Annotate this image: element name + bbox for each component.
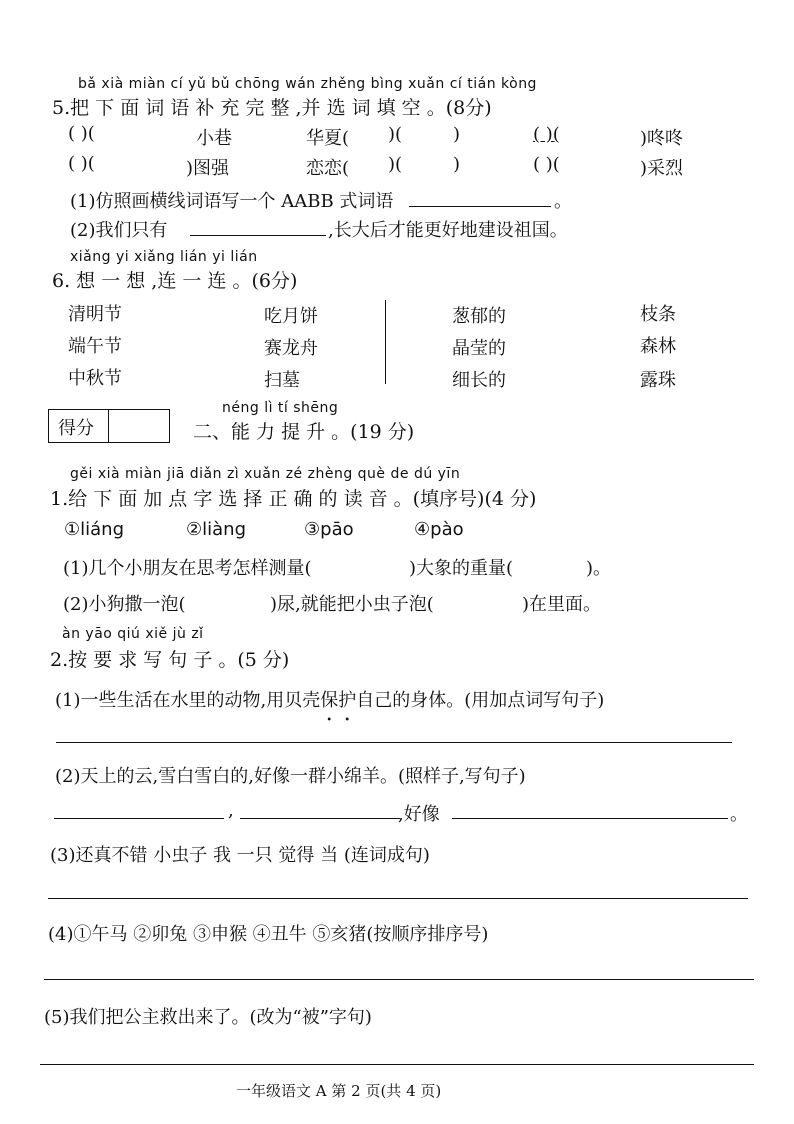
q5-r1-word2: 华夏(: [306, 128, 350, 149]
score-input[interactable]: [110, 411, 166, 439]
q1-s1-mid: )大象的重量(: [409, 558, 514, 579]
q2-s1: [55, 686, 604, 712]
q5-sub1: (1)仿照画横线词语写一个 AABB 式词语: [70, 191, 394, 212]
q1-opt-4: ④pào: [414, 519, 464, 540]
q5-r2-close: ): [453, 154, 461, 175]
q5-title: 5.把 下 面 词 语 补 充 完 整 ,并 选 词 填 空 。(8分): [52, 97, 492, 119]
q6-adj-2[interactable]: 晶莹的: [452, 338, 506, 359]
q5-r2-word3: )采烈: [640, 158, 684, 179]
score-label: 得分: [58, 418, 94, 439]
q2-s2-line-1[interactable]: [54, 818, 224, 819]
q1-opt-1: ①liáng: [64, 519, 125, 540]
q5-r1-blank3[interactable]: ( )(: [533, 124, 560, 145]
q5-r1-blank2[interactable]: )(: [388, 124, 403, 145]
q2-s2-mid: ,好像: [398, 804, 440, 825]
q5-sub2-start: (2)我们只有: [70, 220, 168, 241]
q6-noun-2[interactable]: 森林: [640, 336, 676, 357]
q5-sub2-answer-line[interactable]: [190, 235, 326, 236]
q6-left-1[interactable]: 清明节: [68, 304, 122, 325]
q2-s2-line-3[interactable]: [452, 818, 728, 819]
q2-s1-post: 自己的身体。(用加点词写句子): [356, 690, 605, 711]
q2-s3: (3)还真不错 小虫子 我 一只 觉得 当 (连词成句): [50, 845, 430, 866]
q6-pinyin: xiǎng yi xiǎng lián yi lián: [70, 249, 258, 265]
q6-mid-2[interactable]: 赛龙舟: [264, 338, 318, 359]
q5-r1-word1: 小巷: [196, 128, 232, 149]
q5-pinyin: bǎ xià miàn cí yǔ bǔ chōng wán zhěng bìng xuǎn cí tián kòng: [78, 76, 537, 92]
q1-s1-start: (1)几个小朋友在思考怎样测量(: [63, 558, 312, 579]
q2-s4-answer-line[interactable]: [44, 979, 754, 980]
q2-s3-answer-line[interactable]: [48, 898, 748, 899]
q5-r2-blank2[interactable]: )(: [388, 154, 403, 175]
q1-pinyin: gěi xià miàn jiā diǎn zì xuǎn zé zhèng què de dú yīn: [70, 466, 461, 482]
q6-mid-1[interactable]: 吃月饼: [264, 306, 318, 327]
page-footer: 一年级语文 A 第 2 页(共 4 页): [236, 1082, 442, 1100]
q2-pinyin: àn yāo qiú xiě jù zǐ: [62, 626, 204, 642]
q6-adj-1[interactable]: 葱郁的: [452, 306, 506, 327]
q2-title: 2.按 要 求 写 句 子 。(5 分): [50, 649, 290, 671]
q5-r2-word1: )图强: [186, 158, 230, 179]
q6-divider: [385, 300, 386, 384]
q6-left-2[interactable]: 端午节: [68, 336, 122, 357]
q5-sub2-end: ,长大后才能更好地建设祖国。: [328, 220, 568, 241]
q1-opt-2: ②liàng: [186, 519, 247, 540]
q2-s2-comma: ,: [228, 800, 234, 821]
q2-s1-pre: (1)一些生活在水里的动物,用贝壳: [55, 690, 321, 711]
q6-adj-3[interactable]: 细长的: [452, 370, 506, 391]
sec2-title: 二、能 力 提 升 。(19 分): [193, 421, 415, 443]
q5-r2-word2: 恋恋(: [306, 158, 350, 179]
q6-noun-3[interactable]: 露珠: [640, 370, 676, 391]
q2-s5-answer-line[interactable]: [40, 1064, 754, 1065]
q1-s1-end: )。: [586, 558, 612, 579]
q5-sub1-answer-line[interactable]: [409, 206, 551, 207]
q2-s1-dotted-char-2: 护: [338, 690, 357, 711]
q5-r1-close: ): [453, 124, 461, 145]
q5-sub1-end: 。: [554, 191, 572, 212]
q6-left-3[interactable]: 中秋节: [68, 368, 122, 389]
q5-r2-blank3[interactable]: ( )(: [533, 154, 560, 175]
q2-s5: (5)我们把公主救出来了。(改为“被”字句): [44, 1007, 372, 1028]
score-box-divider: [108, 409, 109, 443]
q1-opt-3: ③pāo: [304, 519, 354, 540]
q1-title: 1.给 下 面 加 点 字 选 择 正 确 的 读 音 。(填序号)(4 分): [50, 488, 537, 510]
q5-r1-blank1[interactable]: ( )(: [68, 123, 95, 144]
q2-s2: (2)天上的云,雪白雪白的,好像一群小绵羊。(照样子,写句子): [55, 766, 526, 787]
sec2-pinyin: néng lì tí shēng: [222, 400, 339, 416]
q1-s2-end: )在里面。: [522, 594, 602, 615]
q6-mid-3[interactable]: 扫墓: [264, 370, 300, 391]
q5-r1-word3: )咚咚: [640, 128, 684, 149]
q2-s1-dotted-char-1: 保: [320, 690, 339, 711]
q2-s2-end: 。: [730, 804, 748, 825]
q1-s2-mid: )尿,就能把小虫子泡(: [270, 594, 434, 615]
q6-title: 6. 想 一 想 ,连 一 连 。(6分): [52, 270, 298, 292]
q6-noun-1[interactable]: 枝条: [640, 304, 676, 325]
q2-s1-answer-line[interactable]: [56, 742, 732, 743]
q5-r2-blank1[interactable]: ( )(: [68, 153, 95, 174]
q1-s2-start: (2)小狗撒一泡(: [63, 594, 186, 615]
q2-s2-line-2[interactable]: [240, 818, 400, 819]
q2-s4: (4)①午马 ②卯兔 ③申猴 ④丑牛 ⑤亥猪(按顺序排序号): [48, 924, 489, 945]
